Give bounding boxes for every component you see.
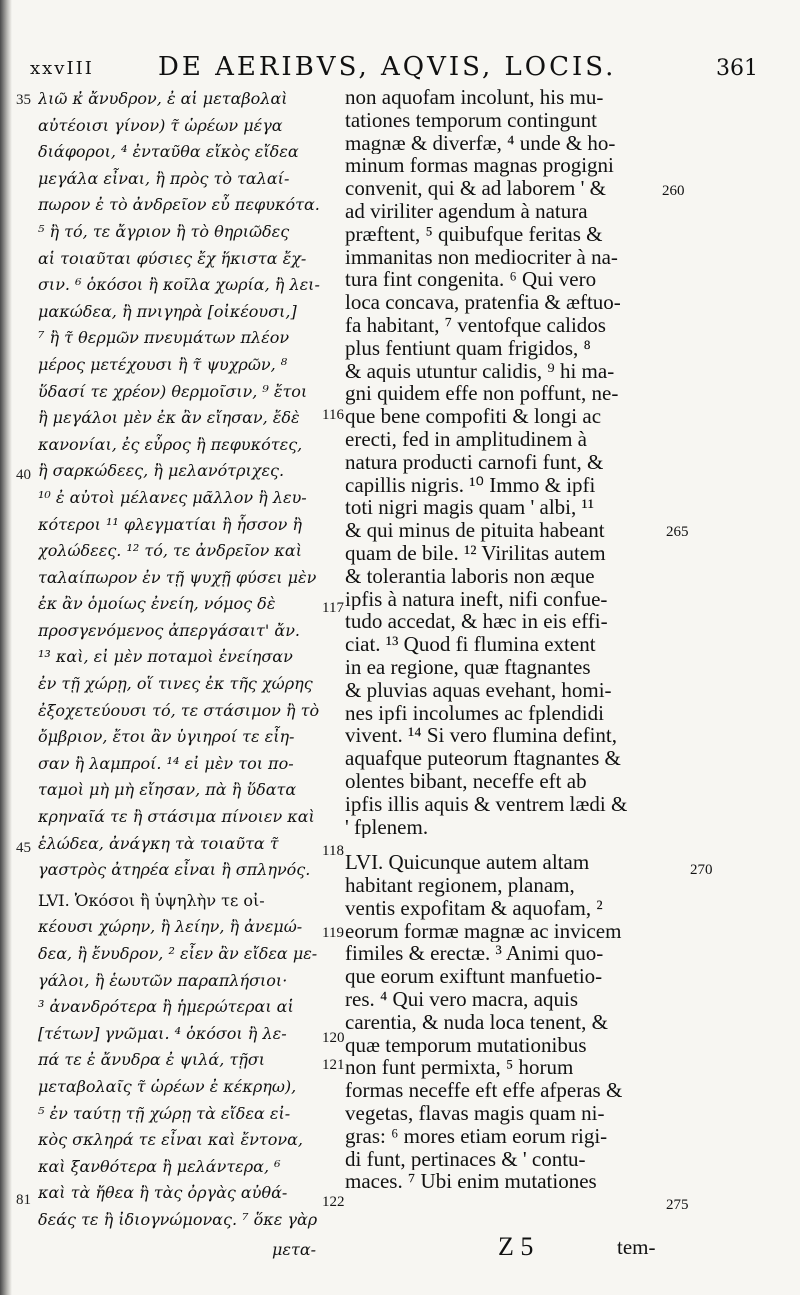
latin-line: & aquis utuntur calidis, ⁹ hi ma- <box>345 359 615 383</box>
greek-line: αἱ τοιαῦται φύσιες ἔχ ἥκιστα ἔχ- <box>38 248 307 268</box>
latin-line: & tolerantia laboris non æque <box>345 564 595 588</box>
greek-section-heading: LVI. Ὁκόσοι ἢ ὑψηλὴν τε οἰ- <box>38 890 265 910</box>
margin-line-number: 40 <box>16 467 31 483</box>
latin-line: præftent, ⁵ quibufque feritas & <box>345 222 603 246</box>
latin-line: toti nigri magis quam ' albi, ¹¹ <box>345 496 595 520</box>
margin-reference-number: 121 <box>322 1057 345 1073</box>
greek-line: ἐκ ἂν ὁμοίως ἐνείη, νόμος δὲ <box>38 594 276 614</box>
greek-line: γαστρὸς ἀτηρέα εἶναι ἢ σπληνός. <box>38 860 311 880</box>
margin-line-number: 260 <box>662 183 685 199</box>
latin-line: capillis nigris. ¹⁰ Immo & ipfi <box>345 473 596 497</box>
greek-line: μέρος μετέχουσι ἢ τ̃ ψυχρῶν, ⁸ <box>38 354 288 374</box>
latin-line: formas neceffe eft effe afperas & <box>345 1079 623 1103</box>
latin-line: magnæ & diverfæ, ⁴ unde & ho- <box>345 131 616 155</box>
latin-line: aquafque puteorum ftagnantes & <box>345 747 621 770</box>
greek-line: [τέτων] γνῶμαι. ⁴ ὁκόσοι ἢ λε- <box>38 1023 287 1043</box>
page-gutter-shadow <box>0 0 12 1295</box>
latin-line: maces. ⁷ Ubi enim mutationes <box>345 1170 597 1194</box>
latin-catchword: tem- <box>617 1235 656 1259</box>
header-signature: xxvIII <box>30 58 94 79</box>
latin-line: in ea regione, quæ ftagnantes <box>345 655 591 679</box>
greek-line: ¹³ καὶ, εἰ μὲν ποταμοὶ ἐνείησαν <box>38 647 293 667</box>
greek-line: διάφοροι, ⁴ ἐνταῦθα εἴκὸς εἴδεα <box>38 142 299 162</box>
latin-text-column <box>345 86 663 1193</box>
greek-line: πωρον ἐ τὸ ἀνδρεῖον εὖ πεφυκότα. <box>38 195 320 215</box>
latin-line: que bene compofiti & longi ac <box>345 405 602 428</box>
greek-line: καὶ ξανθότερα ἢ μελάντερα, ⁶ <box>38 1156 281 1176</box>
greek-line: ³ ἀνανδρότερα ἢ ἡμερώτεραι αἱ <box>38 997 294 1017</box>
margin-reference-number: 118 <box>322 843 344 859</box>
greek-line: ἑλώδεα, ἀνάγκη τὰ τοιαῦτα τ̃ <box>38 833 279 853</box>
greek-line: ἐξοχετεύουσι τό, τε στάσιμον ἢ τὸ <box>38 700 320 720</box>
latin-line: ipfis illis aquis & ventrem lædi & <box>345 792 628 816</box>
latin-line: carentia, & nuda loca tenent, & <box>345 1010 608 1034</box>
margin-line-number: 275 <box>666 1197 689 1213</box>
greek-line: ἢ σαρκώδεες, ἢ μελανότριχες. <box>38 461 285 481</box>
margin-reference-number: 120 <box>322 1030 345 1046</box>
greek-line: κανονίαι, ἐς εὖρος ἢ πεφυκότες, <box>38 434 303 454</box>
greek-line: πά τε ἐ ἄνυδρα ἐ ψιλά, τῇσι <box>38 1050 266 1070</box>
latin-line: ad viriliter agendum à natura <box>345 199 588 223</box>
latin-line: vegetas, flavas magis quam ni- <box>345 1102 605 1125</box>
margin-reference-number: 119 <box>322 925 344 941</box>
latin-line: habitant regionem, planam, <box>345 874 575 897</box>
latin-line: gni quidem effe non poffunt, ne- <box>345 382 619 406</box>
latin-line: non funt permixta, ⁵ horum <box>345 1056 574 1080</box>
margin-reference-number: 122 <box>322 1194 345 1210</box>
latin-line: ' fplenem. <box>345 815 429 839</box>
latin-line: vivent. ¹⁴ Si vero flumina defint, <box>345 724 617 748</box>
greek-line: κὸς σκληρά τε εἶναι καὶ ἔντονα, <box>38 1130 303 1150</box>
greek-line: σαν ἢ λαμπροί. ¹⁴ εἰ μὲν τοι πο- <box>38 753 294 773</box>
latin-line: di funt, pertinaces & ' contu- <box>345 1147 586 1171</box>
latin-line: nes ipfi incolumes ac fplendidi <box>345 701 604 725</box>
latin-line: plus fentiunt quam frigidos, ⁸ <box>345 336 591 360</box>
latin-line: tationes temporum contingunt <box>345 108 597 132</box>
greek-line: κότεροι ¹¹ φλεγματίαι ἢ ἧσσον ἢ <box>38 514 302 534</box>
latin-line: fa habitant, ⁷ ventofque calidos <box>345 313 606 337</box>
greek-line: δεάς τε ἢ ἰδιογνώμονας. ⁷ ὅκε γὰρ <box>38 1209 318 1229</box>
latin-line: que eorum exiftunt manfuetio- <box>345 965 603 989</box>
greek-line: μακώδεα, ἢ πνιγηρὰ [οἰκέουσι,] <box>38 301 297 321</box>
margin-reference-number: 116 <box>322 407 344 423</box>
latin-line: minum formas magnas progigni <box>345 154 614 178</box>
greek-line: κέουσι χώρην, ἢ λείην, ἢ ἀνεμώ- <box>38 917 303 937</box>
greek-catchword: μετα- <box>272 1240 317 1259</box>
greek-line: ταλαίπωρον ἐν τῇ ψυχῇ φύσει μὲν <box>38 567 317 587</box>
greek-line: καὶ τὰ ἤθεα ἢ τὰς ὀργὰς αὐθά- <box>38 1183 288 1203</box>
greek-line: σιν. ⁶ ὁκόσοι ἢ κοῖλα χωρία, ἢ λει- <box>38 275 320 295</box>
margin-line-number: 81 <box>16 1192 31 1208</box>
latin-line: natura producti carnofi funt, & <box>345 450 604 474</box>
greek-line: ⁷ ἢ τ̃ θερμῶν πνευμάτων πλέον <box>38 328 290 348</box>
latin-line: tudo accedat, & hæc in eis effi- <box>345 610 608 634</box>
latin-line: non aquofam incolunt, his mu- <box>345 86 604 109</box>
latin-line: loca concava, pratenfia & æftuo- <box>345 291 621 314</box>
latin-line: erecti, fed in amplitudinem à <box>345 427 587 451</box>
margin-line-number: 265 <box>666 524 689 540</box>
latin-line: gras: ⁶ mores etiam eorum rigi- <box>345 1124 608 1148</box>
greek-line: γάλοι, ἢ ἑωυτῶν παραπλήσιοι· <box>38 970 288 990</box>
latin-line: & pluvias aquas evehant, homi- <box>345 678 612 702</box>
signature-mark: Z 5 <box>498 1232 534 1261</box>
greek-line: ταμοὶ μὴ μὴ εἴησαν, πὰ ἢ ὕδατα <box>38 780 297 800</box>
margin-line-number: 270 <box>690 862 713 878</box>
greek-line: ἢ μεγάλοι μὲν ἐκ ἂν εἴησαν, ἔδὲ <box>38 408 300 428</box>
page-number: 361 <box>716 56 758 81</box>
latin-line: quam de bile. ¹² Virilitas autem <box>345 541 606 565</box>
latin-line: res. ⁴ Qui vero macra, aquis <box>345 988 578 1011</box>
greek-line: ⁵ ἐν ταύτῃ τῇ χώρῃ τὰ εἴδεα εἰ- <box>38 1103 291 1123</box>
page-title: DE AERIBVS, AQVIS, LOCIS. <box>158 52 617 82</box>
latin-line: immanitas non mediocriter à na- <box>345 245 618 269</box>
latin-line: olentes bibant, neceffe eft ab <box>345 769 587 793</box>
latin-line: ipfis à natura ineft, nifi confue- <box>345 587 608 611</box>
latin-section-heading: LVI. Quicunque autem altam <box>345 851 590 875</box>
greek-line: χολώδεες. ¹² τό, τε ἀνδρεῖον καὶ <box>38 541 302 561</box>
latin-line: convenit, qui & ad laborem ' & <box>345 177 606 200</box>
greek-line: ⁵ ἢ τό, τε ἄγριον ἢ τὸ θηριῶδες <box>38 221 290 241</box>
greek-line: ¹⁰ ἐ αὐτοὶ μέλανες μᾶλλον ἢ λευ- <box>38 487 307 507</box>
latin-line: fimiles & erectæ. ³ Animi quo- <box>345 942 604 966</box>
greek-line: λιῶ κ̓ ἄνυδρον, ἐ αἱ μεταβολαὶ <box>38 89 288 108</box>
latin-line: eorum formæ magnæ ac invicem <box>345 919 622 943</box>
margin-line-number: 45 <box>16 840 31 856</box>
greek-line: προσγενόμενος ἀπεργάσαιτ' ἄν. <box>38 620 301 640</box>
greek-text-column <box>38 86 320 1234</box>
margin-line-number: 35 <box>16 92 31 108</box>
greek-line: δεα, ἢ ἔνυδρον, ² εἶεν ἂν εἴδεα με- <box>38 944 318 963</box>
latin-line: & qui minus de pituita habeant <box>345 519 605 542</box>
greek-line: ἐν τῇ χώρῃ, οἵ τινες ἐκ τῆς χώρης <box>38 674 313 694</box>
latin-line: ventis expofitam & aquofam, ² <box>345 896 603 920</box>
greek-line: μεταβολαῖς τ̃ ὡρέων ἐ κέκρηω), <box>38 1076 297 1096</box>
greek-line: αὐτέοισι γίνον) τ̃ ὡρέων μέγα <box>38 115 283 135</box>
latin-line: ciat. ¹³ Quod fi flumina extent <box>345 633 596 656</box>
greek-line: ὄμβριον, ἔτοι ἂν ὑγιηροί τε εἶη- <box>38 727 295 747</box>
greek-line: μεγάλα εἶναι, ἢ πρὸς τὸ ταλαί- <box>38 168 290 188</box>
running-header <box>0 52 800 86</box>
margin-reference-number: 117 <box>322 600 344 616</box>
latin-line: tura fint congenita. ⁶ Qui vero <box>345 268 597 292</box>
greek-line: ὕδασί τε χρέον) θερμοῖσιν, ⁹ ἔτοι <box>38 381 308 401</box>
latin-line: quæ temporum mutationibus <box>345 1033 587 1057</box>
greek-line: κρηναῖά τε ἢ στάσιμα πίνοιεν καὶ <box>38 807 315 827</box>
